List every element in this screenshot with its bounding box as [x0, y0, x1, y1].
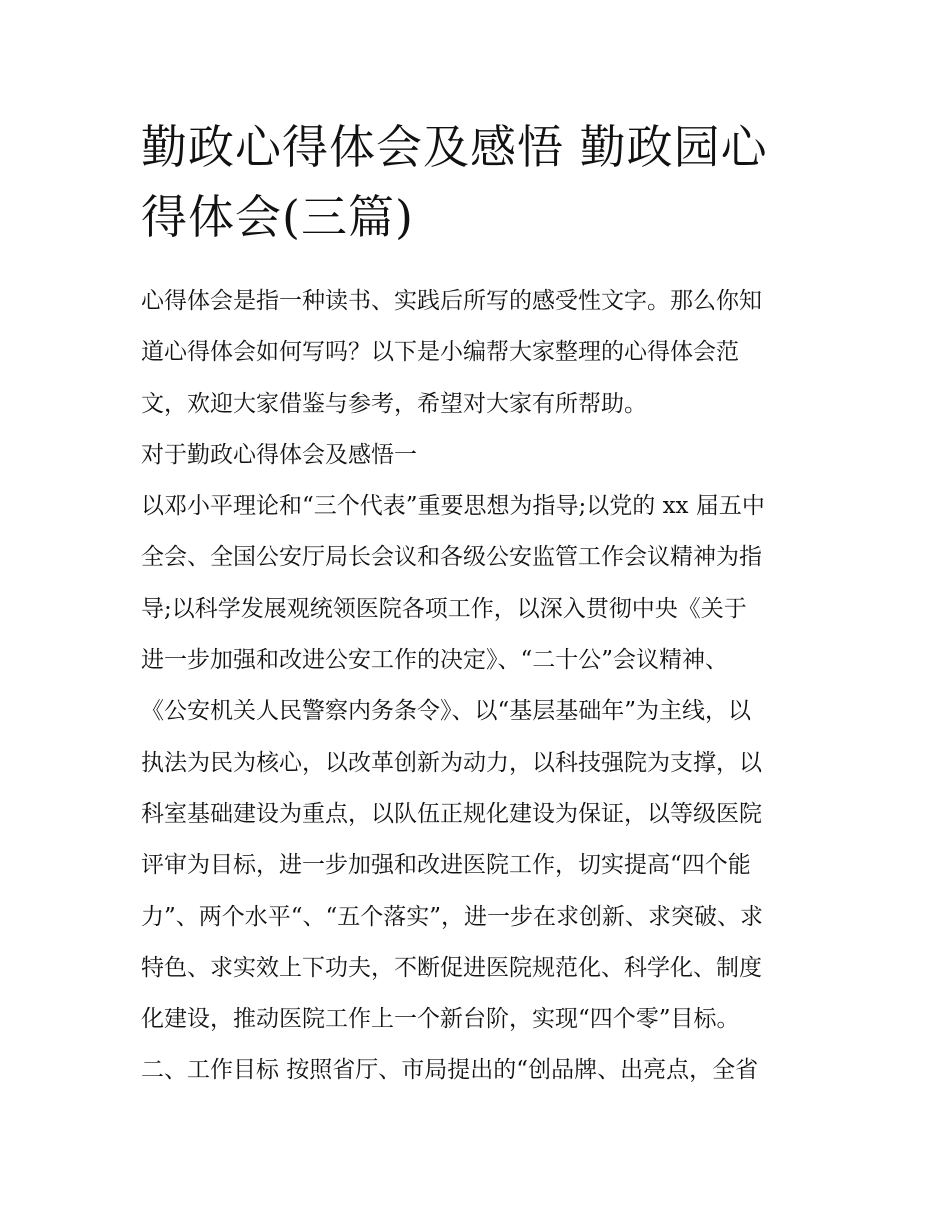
body-line: 道心得体会如何写吗？以下是小编帮大家整理的心得体会范: [141, 339, 739, 366]
document-body: [141, 276, 821, 1097]
title-line: 勤政心得体会及感悟 勤政园心: [141, 120, 768, 174]
body-line: 《公安机关人民警察内务条令》、以“基层基础年”为主线，以: [141, 698, 752, 725]
body-line: 全会、全国公安厅局长会议和各级公安监管工作会议精神为指: [141, 544, 762, 571]
body-line: 科室基础建设为重点，以队伍正规化建设为保证，以等级医院: [141, 800, 762, 827]
body-line: 特色、求实效上下功夫，不断促进医院规范化、科学化、制度: [141, 954, 762, 981]
body-line: 二、工作目标 按照省厅、市局提出的“创品牌、出亮点，全省: [141, 1057, 759, 1084]
body-line: 导;以科学发展观统领医院各项工作，以深入贯彻中央《关于: [141, 595, 747, 622]
body-line: 化建设，推动医院工作上一个新台阶，实现“四个零”目标。: [141, 1006, 740, 1033]
title-line: 得体会(三篇): [141, 190, 414, 244]
body-line: 心得体会是指一种读书、实践后所写的感受性文字。那么你知: [141, 288, 762, 314]
body-line: 以邓小平理论和“三个代表”重要思想为指导;以党的 xx 届五中: [141, 493, 765, 520]
body-line: 执法为民为核心，以改革创新为动力，以科技强院为支撑，以: [141, 749, 762, 776]
document-title: [141, 112, 821, 252]
body-line: 评审为目标，进一步加强和改进医院工作，切实提高“四个能: [141, 852, 751, 879]
body-line: 进一步加强和改进公安工作的决定》、“二十公”会议精神、: [141, 647, 729, 674]
section-heading: 对于勤政心得体会及感悟一: [141, 441, 417, 468]
body-line: 文，欢迎大家借鉴与参考，希望对大家有所帮助。: [141, 390, 647, 417]
body-line: 力”、两个水平“、“五个落实”，进一步在求创新、求突破、求: [141, 903, 764, 930]
